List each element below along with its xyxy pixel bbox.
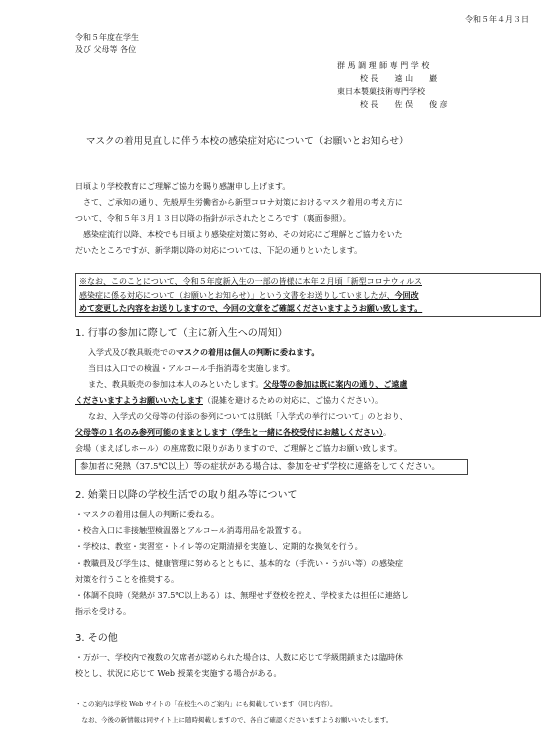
footer-note-1: ・この案内は学校 Web サイトの「在校生へのご案内」にも掲載しています（同じ内容）。 <box>75 700 337 708</box>
section-2-heading: 2. 始業日以降の学校生活での取り組み等について <box>75 490 298 501</box>
section-2-bullet-1: ・マスクの着用は個人の判断に委ねる。 <box>75 510 219 519</box>
section-3-heading: 3. その他 <box>75 633 118 644</box>
section-2-bullet-5-line-1: ・体調不良時（発熱が 37.5℃以上ある）は、無理せず登校を控え、学校または担任に連絡し <box>75 591 409 600</box>
section-3-line-2: 校とし、状況に応じて Web 授業を実施する場合がある。 <box>75 669 282 678</box>
section-2-bullet-3: ・学校は、教室・実習室・トイレ等の定期清掃を実施し、定期的な換気を行う。 <box>75 542 363 551</box>
section-1-mask-policy: マスクの着用は個人の判断に委ねます。 <box>176 347 320 357</box>
section-1-line-5: なお、入学式の父母等の付添の参列については別紙「入学式の挙行について」のとおり、 <box>88 412 408 421</box>
section-1-one-guardian: 父母等の１名のみ参列可能のままとします <box>75 427 227 437</box>
section-1-parent-notice: 父母等の参加は既に案内の通り、ご遠慮 <box>263 379 408 389</box>
section-1-line-1 <box>88 347 319 358</box>
section-1-period: 。 <box>383 428 391 437</box>
notice-line-3: めて変更した内容をお送りしますので、今回の文章をご確認くださいますようお願い致します。 <box>79 303 423 313</box>
section-1-line-7: 会場（まえばしホール）の座席数に限りがありますので、ご理解とご協力お願い致します。 <box>75 444 403 453</box>
sender-school-1: 群 馬 調 理 師 専 門 学 校 <box>337 61 430 70</box>
notice-box <box>75 273 541 317</box>
recipient-line-1: 令和５年度在学生 <box>75 33 139 42</box>
section-1-line-3 <box>88 379 407 390</box>
notice-line-2 <box>79 290 419 301</box>
notice-line-2-emphasis: 今回改 <box>394 290 419 300</box>
document-title: マスクの着用見直しに伴う本校の感染症対応について（お願いとお知らせ） <box>86 136 409 147</box>
recipient-line-2: 及び 父母等 各位 <box>75 45 137 54</box>
document-date: 令和５年４月３日 <box>465 15 529 24</box>
section-1-heading: 1. 行事の参加に際して（主に新入生への周知） <box>75 328 288 339</box>
fever-notice-text: 参加者に発熱（37.5℃以上）等の症状がある場合は、参加をせず学校に連絡をしてください。 <box>80 462 440 472</box>
intro-paragraph-1: 日頃より学校教育にご理解ご協力を賜り感謝申し上げます。 <box>75 182 291 191</box>
notice-line-2-text: 感染症に係る対応について（お願いとお知らせ）」という文書をお送りしていましたが、 <box>79 291 395 300</box>
section-1-line-3-text: また、教具販売の参加は本人のみといたします。 <box>88 380 264 389</box>
section-1-line-4 <box>75 395 383 406</box>
section-1-line-4-text: （混雑を避けるための対応に、ご協力ください）。 <box>203 396 383 405</box>
intro-paragraph-3-line-2: だいたところですが、新学期以降の対応については、下記の通りといたします。 <box>75 246 363 255</box>
sender-principal-2: 校 長 佐 俣 俊 彦 <box>360 100 448 109</box>
sender-school-2: 東日本製菓技術専門学校 <box>337 87 425 96</box>
intro-paragraph-3-line-1: 感染症流行以降、本校でも日頃より感染症対策に努め、その対応にご理解とご協力をいた <box>75 230 403 239</box>
notice-line-1: ※なお、このことについて、令和５年度新入生の一部の皆様に本年２月頃「新型コロナウィルス <box>79 277 422 286</box>
section-3-line-1: ・万が一、学校内で複数の欠席者が認められた場合は、人数に応じて学級閉鎖または臨時休 <box>75 653 403 662</box>
intro-paragraph-2-line-2: ついて、令和５年３月１３日以降の指針が示されたところです（裏面参照）。 <box>75 214 351 223</box>
intro-paragraph-2-line-1: さて、ご承知の通り、先般厚生労働省から新型コロナ対策におけるマスク着用の考え方に <box>75 198 403 207</box>
section-1-line-1-text: 入学式及び教具販売での <box>88 348 176 357</box>
section-2-bullet-4-line-1: ・教職員及び学生は、健康管理に努めるとともに、基本的な（手洗い・うがい等）の感染症 <box>75 559 403 568</box>
section-2-bullet-5-line-2: 指示を受ける。 <box>75 607 131 616</box>
section-2-bullet-2: ・校舎入口に非接触型検温器とアルコール消毒用品を設置する。 <box>75 526 307 535</box>
section-1-line-6 <box>75 427 391 438</box>
footer-note-2: なお、今後の新情報は同サイト上に随時掲載しますので、各自ご確認くださいますようお願いいたします。 <box>75 716 393 724</box>
section-2-bullet-4-line-2: 対策を行うことを推奨する。 <box>75 575 179 584</box>
section-1-line-2: 当日は入口での検温・アルコール手指消毒を実施します。 <box>88 364 295 373</box>
fever-notice-box <box>75 459 468 475</box>
section-1-request: くださいますようお願いいたします <box>75 395 203 405</box>
sender-principal-1: 校 長 遠 山 巖 <box>360 74 438 83</box>
section-1-reception: （学生と一緒に各校受付にお越しください） <box>227 427 383 437</box>
